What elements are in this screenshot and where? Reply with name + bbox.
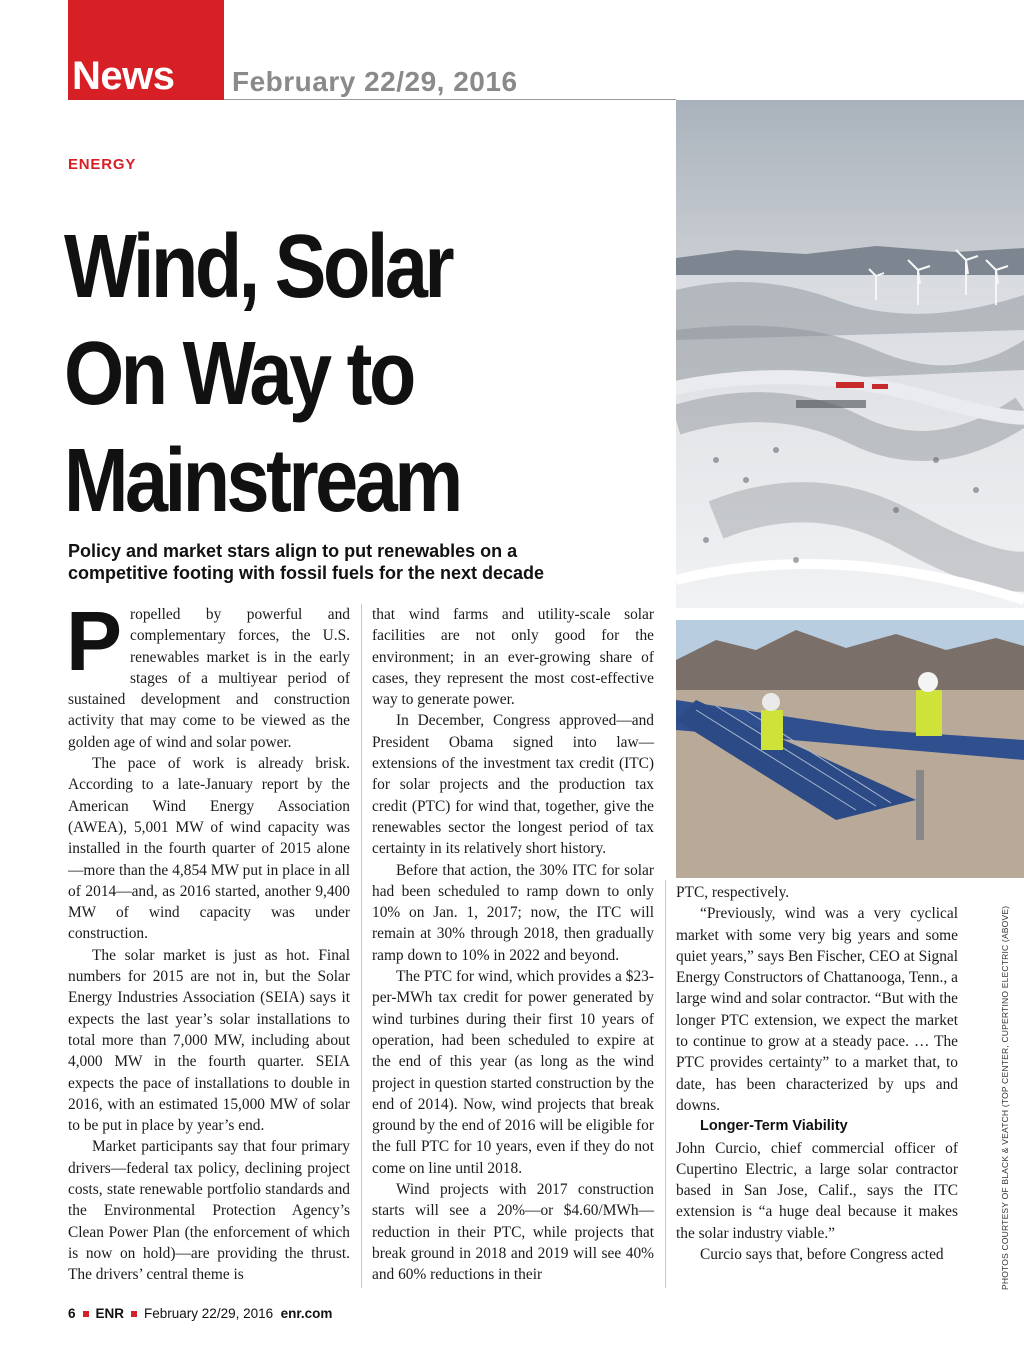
deck-line-2: competitive footing with fossil fuels for the next decade [68,563,545,583]
wind-farm-photo [676,100,1024,608]
column-divider [361,604,362,1288]
headline-line-3: Mainstream [64,431,460,531]
paragraph: In December, Congress approved—and President Obama signed into law—extensions of the investment tax credit (ITC) for solar projects and the production tax credit (PTC) for wind that, together, give the renewables sector the longest period of tax certainty in its relatively short history. [372,712,654,858]
paragraph: Before that action, the 30% ITC for solar had been scheduled to ramp down to only 10% on Jan. 1, 2017; now, the ITC will remain at 30% through 2018, then gradually ramp down to 10% in 2022 and beyond. [372,861,654,964]
solar-install-photo [676,620,1024,878]
body-column-3 [676,882,958,1265]
photo-credit: PHOTOS COURTESY OF BLACK & VEATCH (TOP CENTER, CUPERTINO ELECTRIC (ABOVE) [1000,905,1010,1290]
paragraph: Propelled by powerful and complementary forces, the U.S. renewables market is in the early stages of a multiyear period of sustained development and construction activity that may come to be viewed as the golden age of wind and solar power. [66,594,350,751]
footer-square-icon [83,1311,89,1317]
paragraph: Wind projects with 2017 construction starts will see a 20%—or $4.60/MWh—reduction in their PTC, while projects that break ground in 2018 and 2019 will see 40% and 60% reductions in their [372,1181,654,1284]
paragraph: Curcio says that, before Congress acted [700,1246,944,1264]
page-number: 6 [68,1306,76,1321]
drop-cap: P [66,594,123,688]
column-divider [665,880,666,1288]
deck-line-1: Policy and market stars align to put renewables on a [68,541,518,561]
body-column-2 [372,604,654,1286]
footer-date: February 22/29, 2016 [144,1306,274,1321]
paragraph: Market participants say that four primary drivers—federal tax policy, declining project costs, state renewable portfolio standards and the Environmental Protection Agency’s Clean Power Plan (the enforcement of which is now on hold)—are providing the thrust. The drivers’ central theme is [68,1138,350,1284]
section-label: ENERGY [68,156,137,173]
paragraph: that wind farms and utility-scale solar facilities are not only good for the environment; in an ever-growing share of cases, they represent the most cost-effective way to generate power. [372,606,654,709]
header-rule [224,99,676,100]
paragraph: “Previously, wind was a very cyclical market with some very big years and some quiet years,” says Ben Fischer, CEO at Signal Energy Constructors of Chattanooga, Tenn., a large wind and solar contractor. “But with the longer PTC extension, we expect the market to continue to grow at a steady pace. … The PTC provides certainty” to a market that, to date, has been characterized by ups and downs. [676,905,958,1114]
site-link[interactable]: enr.com [280,1306,333,1321]
subhead: Longer-Term Viability [700,1118,848,1135]
paragraph: John Curcio, chief commercial officer of Cupertino Electric, a large solar contractor based in San Jose, Calif., says the ITC extension is “a huge deal because it makes the solar industry viable.” [676,1139,958,1242]
paragraph: PTC, respectively. [676,884,790,901]
headline [64,214,571,535]
footer-square-icon [131,1311,137,1317]
paragraph: The solar market is just as hot. Final numbers for 2015 are not in, but the Solar Energy Industries Association (SEIA) says it expects the last year’s solar installations to total more than 7,000 MW, including about 4,000 MW in the fourth quarter. SEIA expects the pace of installations to double in 2016, with an estimated 15,000 MW of solar to be put in place by year’s end. [68,946,350,1135]
deck [68,540,608,584]
paragraph: The PTC for wind, which provides a $23-per-MWh tax credit for power generated by wind turbines during their first 10 years of operation, had been scheduled to expire at the end of this year (as long as the wind project in question started construction by the end of 2014). Now, wind projects that break ground by the end of 2016 will be eligible for the full PTC for 10 years, even if they do not come on line until 2018. [372,968,654,1177]
headline-line-1: Wind, Solar [64,217,452,317]
section-tag: News [72,54,175,98]
paragraph: The pace of work is already brisk. According to a late-January report by the American Wind Energy Association (AWEA), 5,001 MW of wind capacity was installed in the fourth quarter of 2015 alone—more than the 4,854 MW put in place in all of 2014—and, as 2016 started, another 9,400 MW of wind capacity was under construction. [68,755,350,943]
issue-date: February 22/29, 2016 [232,66,518,97]
magazine-name: ENR [95,1306,125,1321]
body-column-1 [66,594,350,1286]
headline-line-2: On Way to [64,324,413,424]
page-footer [68,1306,332,1321]
